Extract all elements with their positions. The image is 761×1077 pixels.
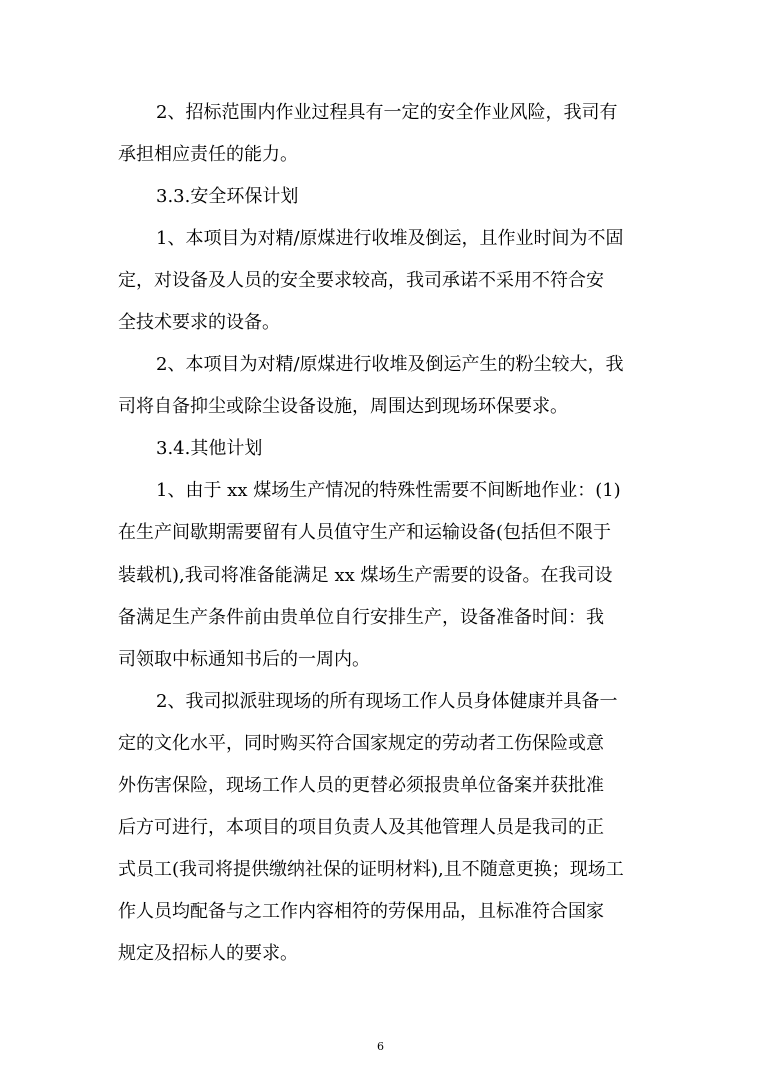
document-body (118, 92, 646, 975)
text-line: 2、本项目为对精/原煤进行收堆及倒运产生的粉尘较大，我 (156, 354, 624, 376)
text-line: 备满足生产条件前由贵单位自行安排生产，设备准备时间：我 (118, 606, 604, 628)
text-line: 司将自备抑尘或除尘设备设施，周围达到现场环保要求。 (118, 396, 568, 418)
text-line: 式员工(我司将提供缴纳社保的证明材料),且不随意更换；现场工 (118, 858, 624, 880)
text-line: 定的文化水平，同时购买符合国家规定的劳动者工伤保险或意 (118, 732, 604, 754)
text-line: 规定及招标人的要求。 (118, 942, 298, 964)
text-line: 承担相应责任的能力。 (118, 144, 298, 166)
section-heading: 3.3.安全环保计划 (156, 186, 299, 208)
page-number: 6 (377, 1040, 384, 1053)
text-line: 1、由于 xx 煤场生产情况的特殊性需要不间断地作业：(1) (156, 480, 621, 502)
text-line: 装载机),我司将准备能满足 xx 煤场生产需要的设备。在我司设 (118, 564, 613, 586)
text-line: 全技术要求的设备。 (118, 312, 280, 334)
text-line: 2、招标范围内作业过程具有一定的安全作业风险，我司有 (156, 102, 618, 123)
text-line: 司领取中标通知书后的一周内。 (118, 648, 370, 670)
text-line: 定，对设备及人员的安全要求较高，我司承诺不采用不符合安 (118, 270, 604, 292)
text-line: 1、本项目为对精/原煤进行收堆及倒运，且作业时间为不固 (156, 228, 624, 250)
text-line: 作人员均配备与之工作内容相符的劳保用品，且标准符合国家 (118, 900, 604, 922)
text-line: 外伤害保险，现场工作人员的更替必须报贵单位备案并获批准 (118, 774, 604, 796)
section-heading: 3.4.其他计划 (156, 438, 263, 460)
text-line: 2、我司拟派驻现场的所有现场工作人员身体健康并具备一 (156, 690, 618, 712)
text-line: 后方可进行，本项目的项目负责人及其他管理人员是我司的正 (118, 816, 604, 838)
text-line: 在生产间歇期需要留有人员值守生产和运输设备(包括但不限于 (118, 522, 612, 544)
